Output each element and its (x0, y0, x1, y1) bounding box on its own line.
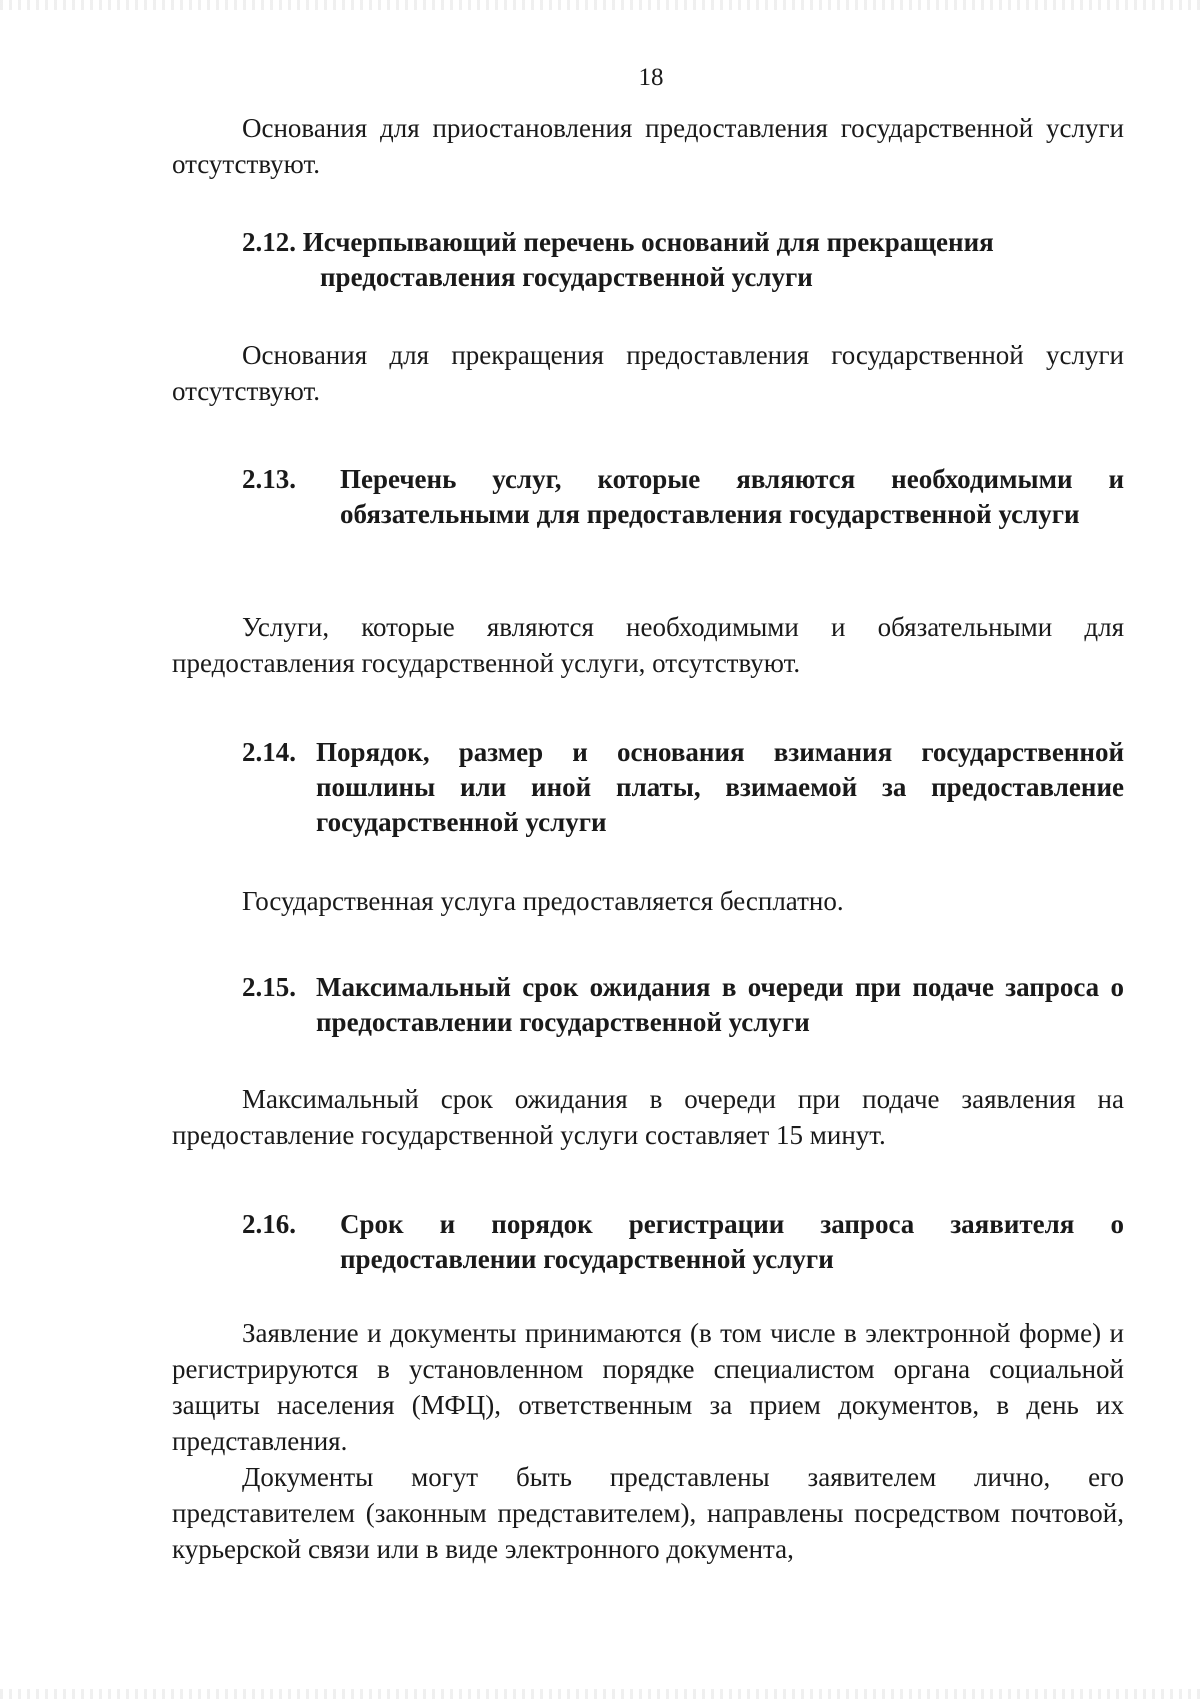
heading-title: Срок и порядок регистрации запроса заявителя о предоставлении государственной услуги (340, 1209, 1124, 1274)
heading-number: 2.14. (242, 737, 296, 767)
section-2-13-heading (172, 462, 1124, 532)
scan-edge-top (0, 0, 1200, 10)
section-2-16-heading (172, 1207, 1124, 1277)
paragraph-termination: Основания для прекращения предоставления государственной услуги отсутствуют. (172, 340, 1124, 406)
section-2-14-heading (172, 735, 1124, 840)
heading-number: 2.15. (242, 972, 296, 1002)
section-2-15-heading (172, 970, 1124, 1040)
heading-2-14 (172, 735, 1124, 840)
heading-title: Перечень услуг, которые являются необходимыми и обязательными для предоставления государственной услуги (340, 464, 1124, 529)
paragraph-required-services: Услуги, которые являются необходимыми и обязательными для предоставления государственной услуги, отсутствуют. (172, 612, 1124, 678)
section-2-16-body (172, 1315, 1124, 1567)
heading-2-15 (172, 970, 1124, 1040)
paragraph-waiting-time: Максимальный срок ожидания в очереди при подаче заявления на предоставление государственной услуги составляет 15 минут. (172, 1084, 1124, 1150)
section-2-12-body (172, 337, 1124, 409)
heading-2-13 (172, 462, 1124, 532)
paragraph-suspension: Основания для приостановления предоставления государственной услуги отсутствуют. (172, 113, 1124, 179)
section-2-14-body (172, 883, 1124, 919)
section-2-15-body (172, 1081, 1124, 1153)
section-2-12-heading (172, 225, 1124, 295)
heading-number: 2.12. (242, 227, 296, 257)
heading-number: 2.16. (242, 1209, 296, 1239)
heading-2-16 (172, 1207, 1124, 1277)
heading-title-line1: Исчерпывающий перечень оснований для прекращения (302, 227, 994, 257)
page-number: 18 (638, 64, 664, 91)
heading-title-line2: предоставления государственной услуги (320, 262, 813, 292)
heading-title: Порядок, размер и основания взимания государственной пошлины или иной платы, взимаемой за предоставление государственной услуги (316, 737, 1124, 837)
scan-edge-bottom (0, 1689, 1200, 1699)
paragraph-registration: Заявление и документы принимаются (в том числе в электронной форме) и регистрируются в установленном порядке специалистом органа социальной защиты населения (МФЦ), ответственным за прием документов, в день их представления. (172, 1318, 1124, 1456)
heading-number: 2.13. (242, 464, 296, 494)
section-intro (172, 110, 1124, 182)
paragraph-fee: Государственная услуга предоставляется бесплатно. (242, 886, 844, 916)
heading-title: Максимальный срок ожидания в очереди при подаче запроса о предоставлении государственной услуги (316, 972, 1124, 1037)
paragraph-submission: Документы могут быть представлены заявителем лично, его представителем (законным представителем), направлены посредством почтовой, курьерской связи или в виде электронного документа, (172, 1462, 1124, 1564)
heading-2-12 (242, 225, 1124, 295)
section-2-13-body (172, 609, 1124, 681)
